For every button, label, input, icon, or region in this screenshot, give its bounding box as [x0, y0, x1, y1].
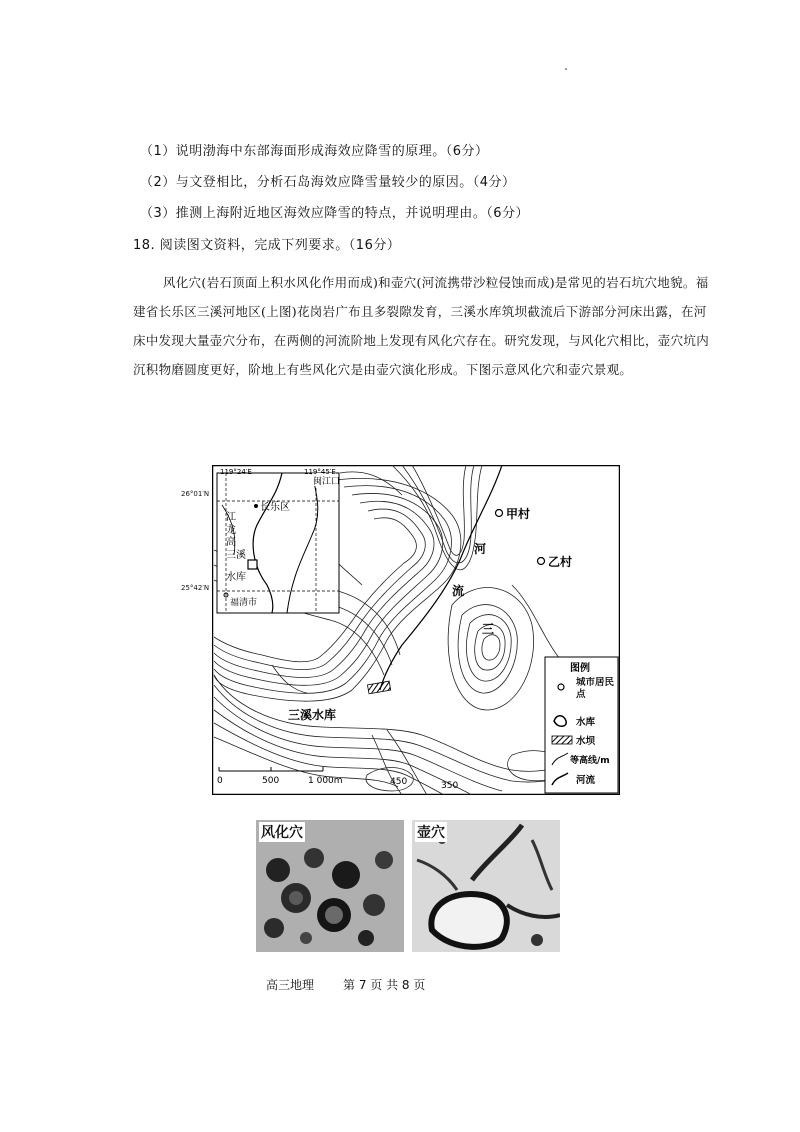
weathering-pit-photo — [256, 820, 404, 952]
river-label-liu: 流 — [452, 584, 465, 598]
weathering-pit-label: 风化穴 — [259, 822, 305, 842]
village-jia-label: 甲村 — [506, 507, 531, 521]
inset-label-long: 龙 — [226, 525, 236, 536]
village-jia-marker — [496, 510, 503, 517]
scale-500: 500 — [262, 776, 280, 786]
inset-label-changle: 长乐区 — [260, 502, 290, 513]
scale-0: 0 — [217, 776, 223, 786]
inset-label-jiang: 江 — [226, 512, 236, 523]
reservoir-label: 三溪水库 — [288, 708, 337, 722]
label-san: 三 — [482, 622, 495, 636]
contour-value-450: 450 — [390, 777, 408, 787]
pothole-label: 壶穴 — [415, 822, 447, 842]
legend-river: 河流 — [576, 775, 596, 786]
inset-label-sanxi: 三溪 — [226, 550, 246, 561]
legend-dam: 水坝 — [576, 736, 596, 747]
legend-reservoir: 水库 — [576, 717, 596, 728]
river-label-he: 河 — [474, 542, 487, 556]
legend-title: 图例 — [570, 663, 590, 674]
inset-label-reservoir: 水库 — [226, 572, 246, 583]
question-1: （1）说明渤海中东部海面形成海效应降雪的原理。（6分） — [140, 144, 489, 159]
scale-1000: 1 000m — [308, 776, 343, 786]
coord-lon-2: 119°45′E — [304, 467, 336, 476]
contour-map — [212, 465, 620, 795]
scan-speck — [565, 68, 567, 70]
legend-contour: 等高线/m — [570, 756, 610, 766]
inset-label-gao: 高 — [226, 537, 236, 548]
question-3: （3）推测上海附近地区海效应降雪的特点，并说明理由。（6分） — [140, 206, 530, 221]
question-18-heading: 18. 阅读图文资料，完成下列要求。（16分） — [133, 238, 401, 253]
inset-label-fuqing: 福清市 — [230, 598, 258, 608]
village-yi-marker — [538, 558, 545, 565]
legend-settlement: 城市居民点 — [576, 677, 615, 700]
contour-value-350: 350 — [441, 781, 459, 791]
legend — [545, 657, 618, 793]
coord-lat-2: 25°42′N — [181, 584, 210, 592]
passage-text: 风化穴(岩石顶面上积水风化作用而成)和壶穴(河流携带沙粒侵蚀而成)是常见的岩石坑穴地貌。福建省长乐区三溪河地区(上图)花岗岩广布且多裂隙发育，三溪水库筑坝截流后下游部分河床出露，在河床中发现大量壶穴分布，在两侧的河流阶地上发现有风化穴存在。研究发现，与风化穴相比，壶穴坑内沉积物磨圆度更好，阶地上有些风化穴是由壶穴演化形成。下图示意风化穴和壶穴景观。 — [133, 275, 710, 377]
coord-lon-1: 119°24′E — [220, 467, 252, 476]
footer-subject: 高三地理 — [266, 978, 315, 992]
pothole-photo — [412, 820, 560, 952]
inset-label-minjiangkou: 闽江口 — [313, 477, 341, 487]
village-yi-label: 乙村 — [548, 555, 573, 569]
question-2: （2）与文登相比，分析石岛海效应降雪量较少的原因。（4分） — [140, 175, 516, 190]
inset-map — [217, 473, 340, 613]
coord-lat-1: 26°01′N — [181, 490, 210, 498]
footer-page: 第 7 页 共 8 页 — [343, 978, 426, 992]
